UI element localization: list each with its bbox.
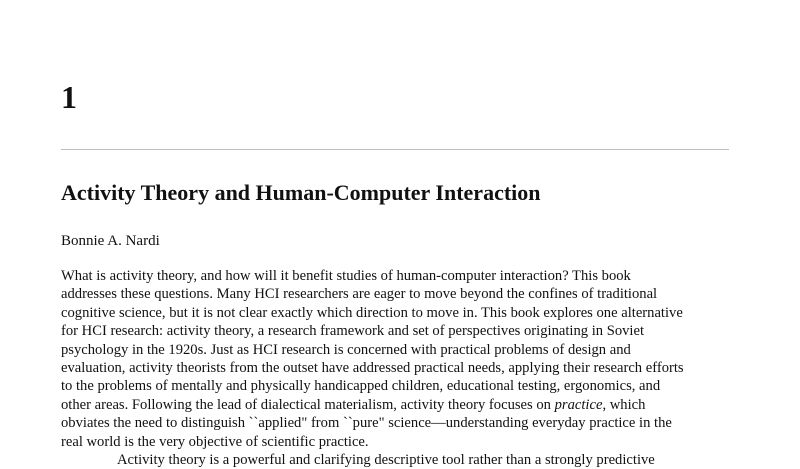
- next-paragraph-line: Activity theory is a powerful and clarifying descriptive tool rather than a strongly predictive: [117, 451, 655, 468]
- text-line: psychology in the 1920s. Just as HCI research is concerned with practical problems of design and: [61, 341, 631, 358]
- emphasis-practice: practice: [554, 396, 603, 413]
- text-line: addresses these questions. Many HCI researchers are eager to move beyond the confines of traditional: [61, 286, 658, 303]
- text-line: evaluation, activity theorists from the outset have addressed practical needs, applying their research efforts: [61, 359, 684, 376]
- text-line-start: other areas. Following the lead of dialectical materialism, activity theory focuses on: [61, 396, 551, 413]
- text-line: [61, 396, 741, 414]
- text-line: real world is the very objective of scientific practice.: [61, 433, 369, 450]
- text-line: for HCI research: activity theory, a research framework and set of perspectives originating in Soviet: [61, 323, 644, 340]
- text-line-tail: , which: [602, 396, 646, 413]
- text-line: What is activity theory, and how will it benefit studies of human-computer interaction? This book: [61, 268, 631, 284]
- horizontal-rule: [61, 149, 729, 150]
- text-line: obviates the need to distinguish ``applied" from ``pure" science—understanding everyday practice in the: [61, 415, 672, 432]
- chapter-title: Activity Theory and Human-Computer Interaction: [61, 180, 541, 205]
- author-name: Bonnie A. Nardi: [61, 233, 160, 249]
- chapter-number: 1: [61, 79, 77, 115]
- text-line: to the problems of mentally and physically handicapped children, educational testing, ergonomics, and: [61, 378, 661, 395]
- body-paragraph: [61, 267, 741, 469]
- text-line: cognitive science, but it is not clear exactly which direction to move in. This book explores one alternative: [61, 304, 683, 321]
